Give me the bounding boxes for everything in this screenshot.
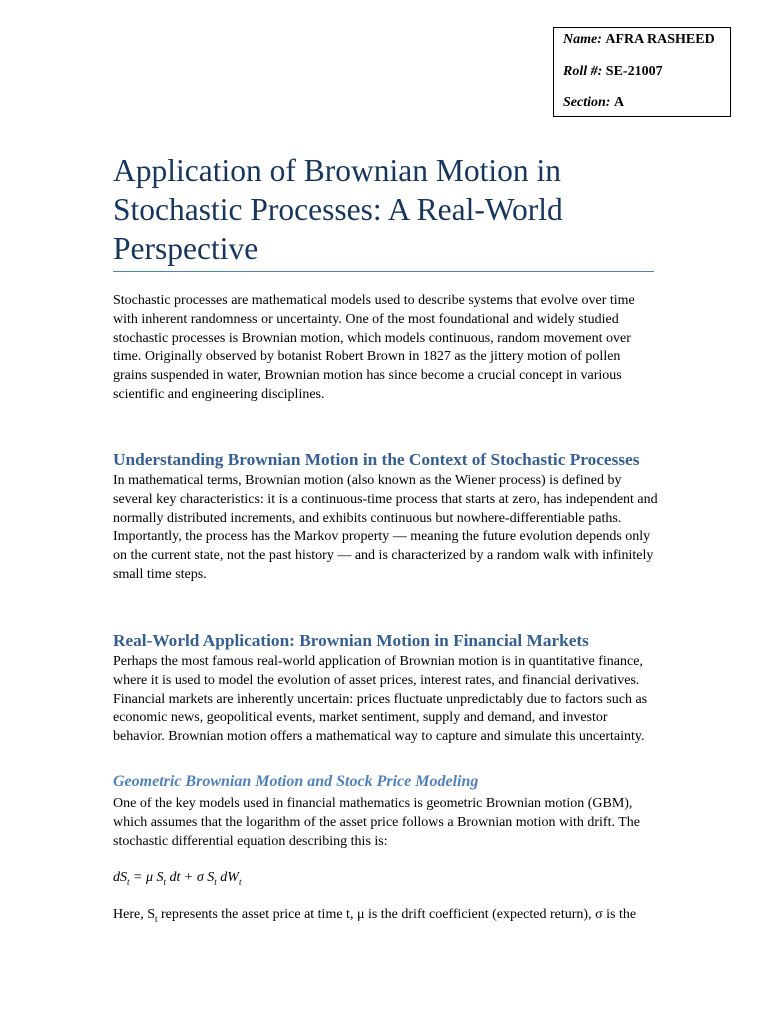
gbm-equation [113, 869, 241, 891]
roll-value: SE-21007 [605, 63, 663, 79]
student-info-box [553, 27, 731, 117]
section-body-understanding: In mathematical terms, Brownian motion (also known as the Wiener process) is defined by several key characteristics: it is a continuous-time process that starts at zero, has independent and normally distributed increments, and exhibits continuous but nowhere-differentiable paths. Importantly, the process has the Markov property — meaning the future evolution depends only on the current state, not the past history — and is characterized by a random walk with infinitely small time steps. [113, 473, 658, 582]
name-label: Name: [563, 32, 602, 47]
eq-sub-2: t [163, 876, 167, 887]
intro-paragraph: Stochastic processes are mathematical models used to describe systems that evolve over time with inherent randomness or uncertainty. One of the most foundational and widely studied stochastic processes is Brownian motion, which models continuous, random movement over time. Originally observed by botanist Robert Brown in 1827 as the jittery motion of pollen grains suspended in water, Brownian motion has since become a crucial concept in various scientific and engineering disciplines. [113, 293, 635, 402]
section-row [563, 95, 721, 111]
name-value: AFRA RASHEED [605, 32, 715, 47]
subsection-heading-gbm: Geometric Brownian Motion and Stock Price Modeling [113, 773, 479, 790]
closing-sub-1: t [155, 913, 158, 924]
eq-part-2: = μ S [129, 870, 164, 885]
section-body-financial: Perhaps the most famous real-world application of Brownian motion is in quantitative finance, where it is used to model the evolution of asset prices, interest rates, and financial derivatives. Financial markets are inherently uncertain: prices fluctuate unpredictably due to factors such as economic news, geopolitical events, market sentiment, supply and demand, and investor behavior. Brownian motion offers a mathematical way to capture and simulate this uncertainty. [113, 654, 648, 745]
eq-part-1: dS [113, 870, 127, 885]
title-divider [113, 271, 654, 272]
eq-sub-1: t [127, 876, 130, 887]
eq-sub-3: t [214, 876, 217, 887]
eq-part-3: dt + σ S [166, 870, 215, 885]
roll-label: Roll #: [563, 63, 603, 79]
closing-paragraph [113, 906, 658, 929]
section-heading-financial: Real-World Application: Brownian Motion in Financial Markets [113, 631, 589, 650]
closing-part-2: represents the asset price at time t, μ is the drift coefficient (expected return), σ is the [157, 907, 637, 922]
section-heading-understanding: Understanding Brownian Motion in the Context of Stochastic Processes [113, 450, 640, 469]
section-value: A [613, 95, 625, 110]
eq-sub-4: t [238, 876, 242, 887]
name-row [563, 32, 721, 48]
document-title: Application of Brownian Motion in Stochastic Processes: A Real-World Perspective [113, 153, 563, 266]
closing-part-1: Here, S [113, 907, 155, 922]
roll-row [563, 64, 721, 80]
section-label: Section: [563, 95, 611, 110]
eq-part-4: dW [216, 870, 239, 885]
subsection-body-gbm: One of the key models used in financial mathematics is geometric Brownian motion (GBM), which assumes that the logarithm of the asset price follows a Brownian motion with drift. The stochastic differential equation describing this is: [113, 796, 640, 849]
